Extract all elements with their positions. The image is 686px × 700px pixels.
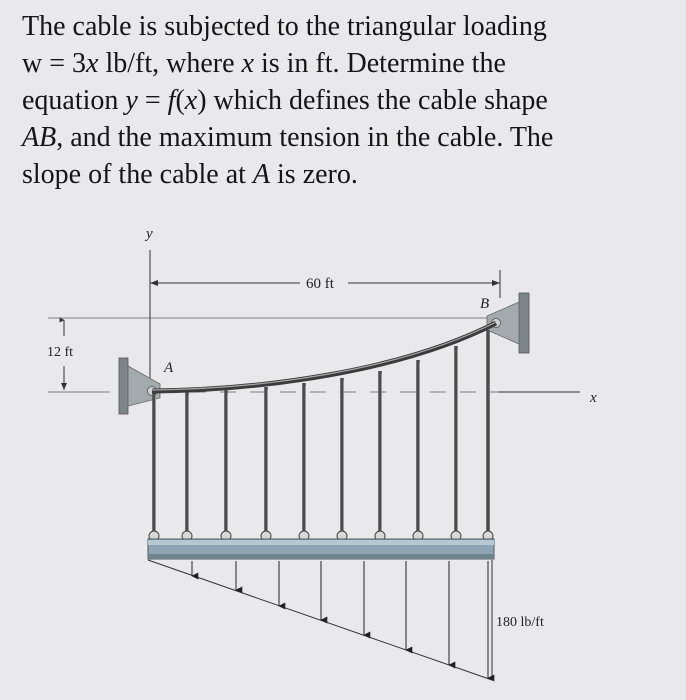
span-dimension xyxy=(150,270,500,298)
problem-line-5: slope of the cable at A is zero. xyxy=(22,159,358,190)
problem-line-1: The cable is subjected to the triangular loading xyxy=(22,11,547,42)
problem-line-4: AB, and the maximum tension in the cable. The xyxy=(22,122,554,153)
deck-beam xyxy=(148,539,494,559)
triangular-load xyxy=(148,560,544,680)
hangers xyxy=(154,330,488,536)
height-dimension xyxy=(47,320,73,390)
span-dimension-label: 60 ft xyxy=(306,276,334,292)
height-dimension-label: 12 ft xyxy=(47,345,74,360)
load-intensity-label: 180 lb/ft xyxy=(496,615,544,630)
problem-line-3: equation y = f(x) which defines the cable shape xyxy=(22,85,548,116)
point-b-label: B xyxy=(480,296,490,312)
y-axis-label: y xyxy=(146,226,153,242)
point-a-label: A xyxy=(164,360,174,376)
cable-ab xyxy=(152,323,496,391)
x-axis-label: x xyxy=(590,390,597,406)
cable-highlight xyxy=(152,322,496,390)
problem-line-2: w = 3x lb/ft, where x is in ft. Determine the xyxy=(22,48,506,79)
